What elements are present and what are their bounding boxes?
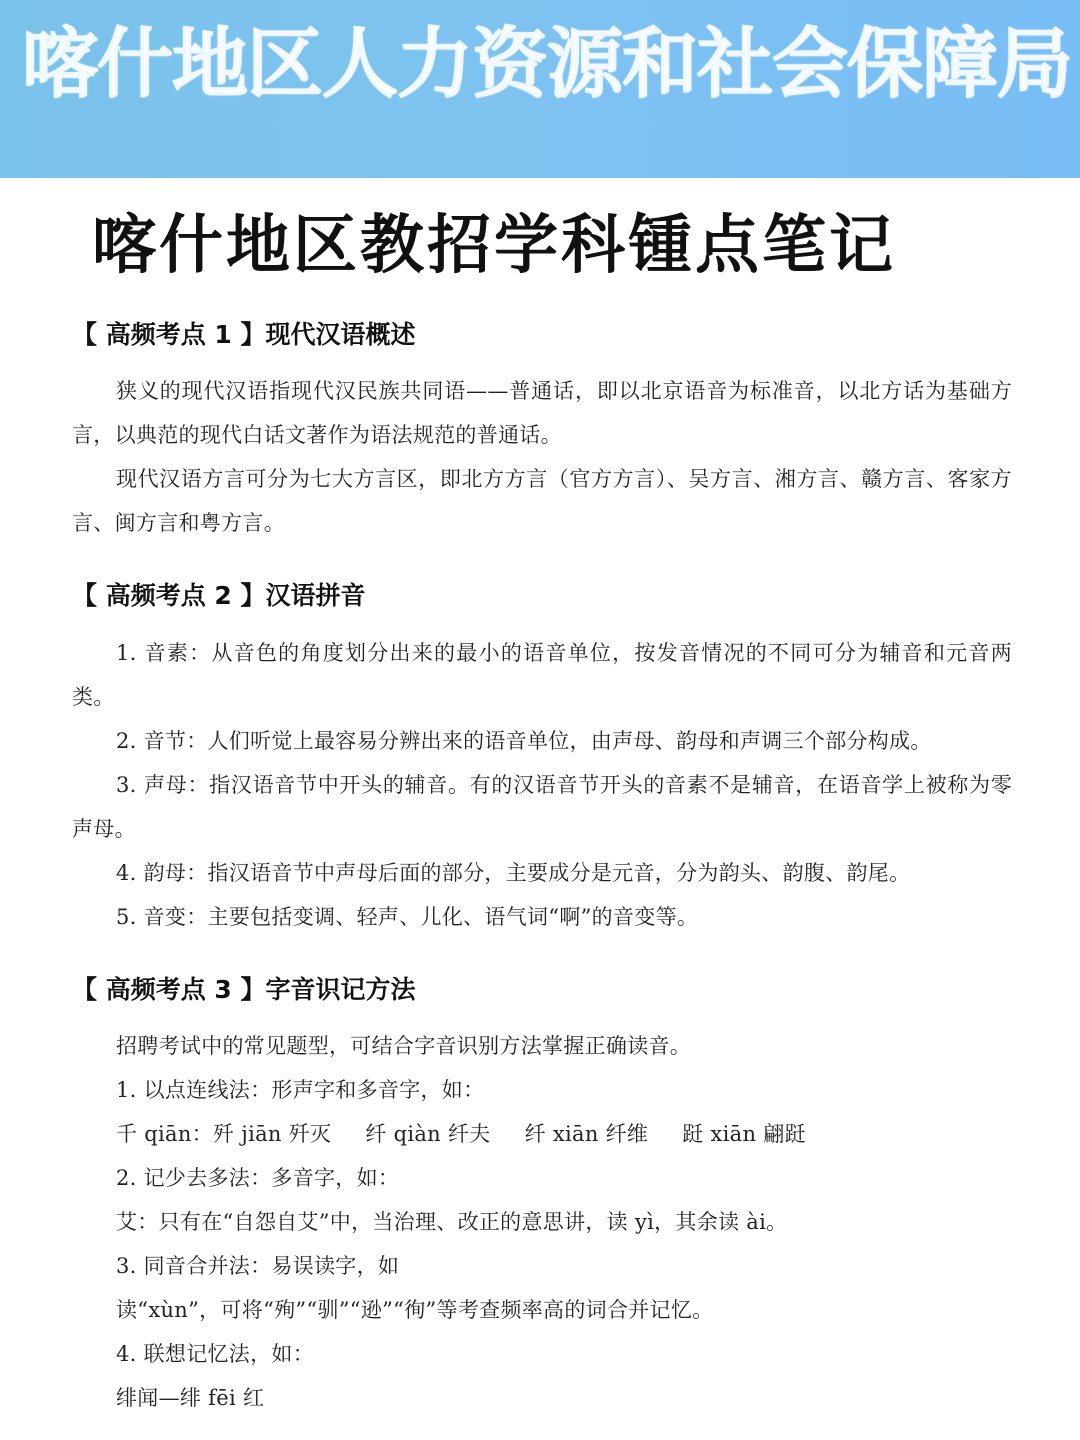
pinyin-example: 纤 xiān 纤维 xyxy=(524,1122,649,1146)
paragraph: 现代汉语方言可分为七大方言区，即北方方言（官方方言）、吴方言、湘方言、赣方言、客家方言、闽方言和粤方言。 xyxy=(72,467,1012,535)
paragraph: 狭义的现代汉语指现代汉民族共同语——普通话，即以北京语音为标准音，以北方话为基础方言，以典范的现代白话文著作为语法规范的普通话。 xyxy=(72,379,1012,447)
pinyin-examples xyxy=(116,1117,1016,1151)
method-1: 1. 以点连线法：形声字和多音字，如： xyxy=(116,1078,485,1102)
list-item: 3. 声母：指汉语音节中开头的辅音。有的汉语音节开头的音素不是辅音，在语音学上被称为零声母。 xyxy=(72,773,1012,841)
section-heading-2: 【 高频考点 2 】汉语拼音 xyxy=(72,581,366,610)
method-4: 4. 联想记忆法，如： xyxy=(116,1342,315,1366)
section-heading-3: 【 高频考点 3 】字音识记方法 xyxy=(72,975,416,1004)
section-intro: 招聘考试中的常见题型，可结合字音识别方法掌握正确读音。 xyxy=(116,1034,692,1058)
pinyin-example: 千 qiān：歼 jiān 歼灭 xyxy=(116,1122,332,1146)
pinyin-example: 跹 xiān 翩跹 xyxy=(682,1122,806,1146)
method-3: 3. 同音合并法：易误读字，如 xyxy=(116,1254,400,1278)
list-item: 5. 音变：主要包括变调、轻声、儿化、语气词“啊”的音变等。 xyxy=(116,905,699,929)
section-heading-1: 【 高频考点 1 】现代汉语概述 xyxy=(72,320,416,349)
banner-title: 喀什地区人力资源和社会保障局 xyxy=(22,19,1072,108)
pinyin-example: 纤 qiàn 纤夫 xyxy=(365,1122,491,1146)
document-title: 喀什地区教招学科锺点笔记 xyxy=(92,209,896,283)
list-item: 1. 音素：从音色的角度划分出来的最小的语音单位，按发音情况的不同可分为辅音和元音两类。 xyxy=(72,641,1012,709)
list-item: 4. 韵母：指汉语音节中声母后面的部分，主要成分是元音，分为韵头、韵腹、韵尾。 xyxy=(116,861,911,885)
method-4-example: 绯闻—绯 fēi 红 xyxy=(116,1386,265,1410)
header-banner xyxy=(0,0,1080,178)
list-item: 2. 音节：人们听觉上最容易分辨出来的语音单位，由声母、韵母和声调三个部分构成。 xyxy=(116,729,932,753)
method-3-example: 读“xùn”，可将“殉”“驯”“逊”“徇”等考查频率高的词合并记忆。 xyxy=(116,1298,714,1322)
method-2: 2. 记少去多法：多音字，如： xyxy=(116,1166,400,1190)
method-2-example: 艾：只有在“自怨自艾”中，当治理、改正的意思讲，读 yì，其余读 ài。 xyxy=(116,1210,788,1234)
